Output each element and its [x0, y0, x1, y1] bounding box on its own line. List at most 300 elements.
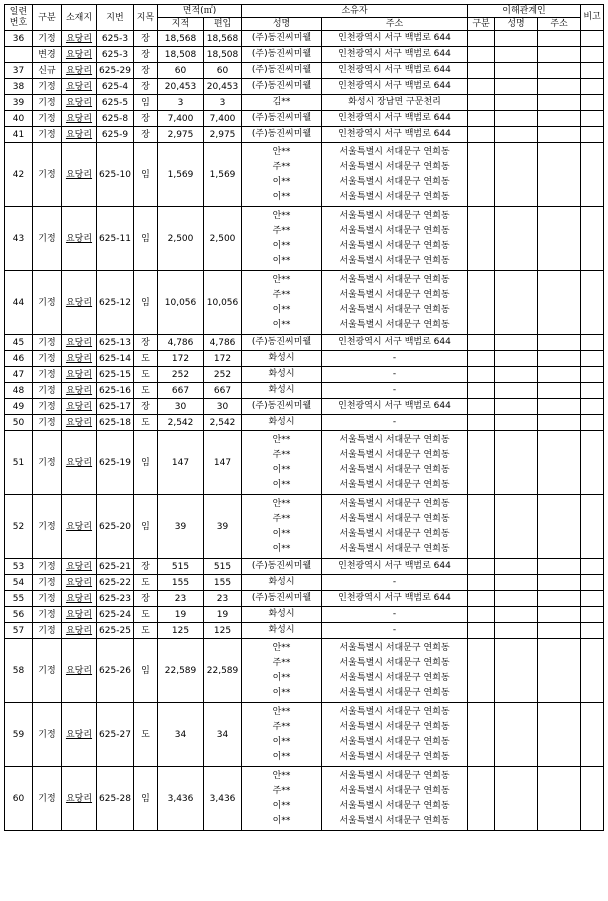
cell-remark: [581, 607, 604, 623]
owner-name: 이**: [272, 464, 291, 475]
cell-int-name: [495, 495, 538, 559]
cell-int-addr: [538, 623, 581, 639]
cell-owner-name: [242, 31, 322, 47]
owner-address: 서울특별시 서대문구 연희동: [339, 464, 450, 475]
cell-int-type: [468, 111, 495, 127]
cell-owner-addr: [322, 399, 468, 415]
cell-serial: 47: [5, 367, 33, 383]
cell-location: 요당리: [62, 271, 97, 335]
cell-int-type: [468, 415, 495, 431]
owner-name: 이**: [272, 240, 291, 251]
cell-lot: 625-8: [97, 111, 134, 127]
cell-lot: 625-13: [97, 335, 134, 351]
cell-owner-addr: [322, 95, 468, 111]
cell-type: 기정: [33, 271, 62, 335]
cell-owner-name: [242, 767, 322, 831]
cell-type: 기정: [33, 559, 62, 575]
owner-address: 서울특별시 서대문구 연희동: [339, 687, 450, 698]
owner-address: 서울특별시 서대문구 연희동: [339, 176, 450, 187]
cell-int-name: [495, 335, 538, 351]
cell-owner-addr: [322, 383, 468, 399]
owner-name: 주**: [272, 449, 291, 460]
cell-owner-addr: [322, 639, 468, 703]
cell-lot: 625-16: [97, 383, 134, 399]
header-category: 지목: [134, 5, 158, 31]
cell-int-type: [468, 495, 495, 559]
cell-lot: 625-18: [97, 415, 134, 431]
cell-remark: [581, 591, 604, 607]
cell-area-incl: 147: [204, 431, 242, 495]
table-row: [5, 431, 604, 495]
cell-location: 요당리: [62, 703, 97, 767]
cell-lot: 625-22: [97, 575, 134, 591]
cell-area-total: 2,542: [158, 415, 204, 431]
owner-address: 서울특별시 서대문구 연희동: [339, 815, 450, 826]
cell-category: 장: [134, 31, 158, 47]
cell-owner-addr: [322, 143, 468, 207]
cell-serial: 48: [5, 383, 33, 399]
cell-int-type: [468, 623, 495, 639]
cell-area-incl: 2,542: [204, 415, 242, 431]
header-lot: 지번: [97, 5, 134, 31]
cell-area-total: 34: [158, 703, 204, 767]
owner-name: 이**: [272, 528, 291, 539]
cell-location: 요당리: [62, 623, 97, 639]
cell-int-name: [495, 767, 538, 831]
cell-type: 기정: [33, 399, 62, 415]
cell-owner-name: [242, 383, 322, 399]
cell-remark: [581, 207, 604, 271]
cell-serial: 40: [5, 111, 33, 127]
cell-type: 신규: [33, 63, 62, 79]
owner-address: 서울특별시 서대문구 연희동: [339, 543, 450, 554]
owner-address: 서울특별시 서대문구 연희동: [339, 225, 450, 236]
cell-int-addr: [538, 591, 581, 607]
owner-name: 김**: [272, 97, 291, 107]
header-owner-name: 성명: [242, 18, 322, 31]
owner-name: 주**: [272, 657, 291, 668]
cell-int-type: [468, 703, 495, 767]
owner-address: 서울특별시 서대문구 연희동: [339, 319, 450, 330]
table-row: [5, 639, 604, 703]
cell-area-incl: 252: [204, 367, 242, 383]
cell-int-name: [495, 95, 538, 111]
cell-owner-name: [242, 351, 322, 367]
cell-serial: 57: [5, 623, 33, 639]
cell-int-addr: [538, 79, 581, 95]
cell-area-total: 18,508: [158, 47, 204, 63]
owner-address: -: [392, 609, 397, 619]
cell-owner-addr: [322, 47, 468, 63]
cell-int-type: [468, 399, 495, 415]
table-row: [5, 575, 604, 591]
owner-name: (주)동진씨미웰: [251, 337, 312, 347]
owner-address: 서울특별시 서대문구 연희동: [339, 289, 450, 300]
cell-location: 요당리: [62, 495, 97, 559]
cell-area-incl: 3: [204, 95, 242, 111]
cell-area-total: 125: [158, 623, 204, 639]
cell-owner-name: [242, 431, 322, 495]
cell-int-name: [495, 591, 538, 607]
cell-int-type: [468, 639, 495, 703]
cell-owner-addr: [322, 351, 468, 367]
cell-category: 임: [134, 639, 158, 703]
cell-category: 도: [134, 415, 158, 431]
cell-category: 임: [134, 95, 158, 111]
cell-remark: [581, 143, 604, 207]
cell-owner-addr: [322, 207, 468, 271]
table-row: [5, 31, 604, 47]
cell-serial: 55: [5, 591, 33, 607]
table-row: [5, 271, 604, 335]
header-interest: 이해관계인: [468, 5, 581, 18]
cell-serial: 59: [5, 703, 33, 767]
cell-owner-name: [242, 703, 322, 767]
owner-name: (주)동진씨미웰: [251, 129, 312, 139]
header-owner: 소유자: [242, 5, 468, 18]
owner-address: 인천광역시 서구 백범로 644: [338, 33, 451, 43]
owner-name: 화성시: [268, 417, 295, 427]
cell-owner-name: [242, 79, 322, 95]
cell-category: 장: [134, 47, 158, 63]
header-owner-addr: 주소: [322, 18, 468, 31]
header-type: 구분: [33, 5, 62, 31]
cell-lot: 625-5: [97, 95, 134, 111]
cell-area-total: 23: [158, 591, 204, 607]
table-row: [5, 127, 604, 143]
cell-int-type: [468, 767, 495, 831]
cell-serial: 54: [5, 575, 33, 591]
cell-int-type: [468, 207, 495, 271]
cell-int-name: [495, 575, 538, 591]
cell-area-total: 20,453: [158, 79, 204, 95]
cell-owner-addr: [322, 31, 468, 47]
cell-owner-addr: [322, 703, 468, 767]
cell-category: 임: [134, 495, 158, 559]
table-row: [5, 207, 604, 271]
cell-location: 요당리: [62, 431, 97, 495]
cell-remark: [581, 415, 604, 431]
owner-name: (주)동진씨미웰: [251, 561, 312, 571]
cell-lot: 625-28: [97, 767, 134, 831]
cell-category: 임: [134, 271, 158, 335]
owner-name: 이**: [272, 543, 291, 554]
owner-address: 인천광역시 서구 백범로 644: [338, 81, 451, 91]
table-body: [5, 31, 604, 831]
cell-area-total: 4,786: [158, 335, 204, 351]
cell-type: 기정: [33, 95, 62, 111]
cell-location: 요당리: [62, 415, 97, 431]
owner-name: (주)동진씨미웰: [251, 81, 312, 91]
owner-name: 화성시: [268, 625, 295, 635]
cell-owner-addr: [322, 63, 468, 79]
cell-remark: [581, 703, 604, 767]
cell-location: 요당리: [62, 63, 97, 79]
owner-address: 서울특별시 서대문구 연희동: [339, 240, 450, 251]
cell-int-addr: [538, 63, 581, 79]
cell-remark: [581, 431, 604, 495]
cell-int-type: [468, 271, 495, 335]
owner-address: 인천광역시 서구 백범로 644: [338, 129, 451, 139]
table-row: [5, 383, 604, 399]
cell-serial: [5, 47, 33, 63]
header-location: 소재지: [62, 5, 97, 31]
cell-serial: 36: [5, 31, 33, 47]
cell-int-addr: [538, 703, 581, 767]
cell-serial: 50: [5, 415, 33, 431]
cell-remark: [581, 399, 604, 415]
owner-name: 화성시: [268, 369, 295, 379]
owner-name: 주**: [272, 785, 291, 796]
owner-address: 인천광역시 서구 백범로 644: [338, 561, 451, 571]
cell-category: 장: [134, 559, 158, 575]
cell-int-name: [495, 399, 538, 415]
cell-area-total: 2,500: [158, 207, 204, 271]
cell-area-incl: 19: [204, 607, 242, 623]
cell-remark: [581, 351, 604, 367]
cell-category: 장: [134, 591, 158, 607]
cell-type: 기정: [33, 431, 62, 495]
cell-owner-addr: [322, 415, 468, 431]
cell-serial: 51: [5, 431, 33, 495]
owner-name: 안**: [272, 642, 291, 653]
cell-owner-name: [242, 495, 322, 559]
table-row: [5, 399, 604, 415]
cell-int-addr: [538, 415, 581, 431]
cell-serial: 41: [5, 127, 33, 143]
cell-int-addr: [538, 559, 581, 575]
owner-address: 서울특별시 서대문구 연희동: [339, 736, 450, 747]
cell-area-total: 19: [158, 607, 204, 623]
cell-area-total: 1,569: [158, 143, 204, 207]
cell-owner-name: [242, 367, 322, 383]
cell-int-type: [468, 79, 495, 95]
cell-owner-addr: [322, 575, 468, 591]
owner-name: 안**: [272, 498, 291, 509]
table-row: [5, 591, 604, 607]
cell-int-addr: [538, 47, 581, 63]
cell-lot: 625-9: [97, 127, 134, 143]
cell-lot: 625-12: [97, 271, 134, 335]
cell-serial: 49: [5, 399, 33, 415]
cell-type: 기정: [33, 335, 62, 351]
owner-address: 서울특별시 서대문구 연희동: [339, 479, 450, 490]
cell-owner-addr: [322, 335, 468, 351]
owner-address: 서울특별시 서대문구 연희동: [339, 255, 450, 266]
owner-name: 주**: [272, 225, 291, 236]
cell-lot: 625-3: [97, 47, 134, 63]
table-row: [5, 559, 604, 575]
cell-lot: 625-25: [97, 623, 134, 639]
owner-address: -: [392, 369, 397, 379]
cell-int-addr: [538, 127, 581, 143]
cell-category: 도: [134, 607, 158, 623]
owner-address: 서울특별시 서대문구 연희동: [339, 210, 450, 221]
cell-owner-addr: [322, 591, 468, 607]
owner-name: (주)동진씨미웰: [251, 113, 312, 123]
header-remark: 비고: [581, 5, 604, 31]
owner-name: 안**: [272, 274, 291, 285]
table-header: [5, 5, 604, 31]
cell-int-name: [495, 559, 538, 575]
cell-type: 변경: [33, 47, 62, 63]
cell-int-type: [468, 95, 495, 111]
cell-int-type: [468, 559, 495, 575]
cell-owner-name: [242, 95, 322, 111]
owner-address: 서울특별시 서대문구 연희동: [339, 304, 450, 315]
cell-int-type: [468, 591, 495, 607]
cell-area-incl: 23: [204, 591, 242, 607]
cell-int-addr: [538, 335, 581, 351]
cell-int-addr: [538, 111, 581, 127]
cell-int-addr: [538, 143, 581, 207]
cell-area-incl: 34: [204, 703, 242, 767]
owner-address: 인천광역시 서구 백범로 644: [338, 593, 451, 603]
cell-owner-name: [242, 399, 322, 415]
cell-int-type: [468, 143, 495, 207]
cell-area-incl: 39: [204, 495, 242, 559]
cell-serial: 53: [5, 559, 33, 575]
cell-type: 기정: [33, 415, 62, 431]
owner-address: 인천광역시 서구 백범로 644: [338, 113, 451, 123]
cell-serial: 42: [5, 143, 33, 207]
cell-location: 요당리: [62, 47, 97, 63]
cell-int-type: [468, 351, 495, 367]
owner-name: 안**: [272, 146, 291, 157]
cell-int-addr: [538, 207, 581, 271]
cell-owner-addr: [322, 431, 468, 495]
owner-name: 안**: [272, 770, 291, 781]
cell-remark: [581, 79, 604, 95]
cell-type: 기정: [33, 111, 62, 127]
owner-address: 서울특별시 서대문구 연희동: [339, 800, 450, 811]
cell-int-addr: [538, 383, 581, 399]
owner-name: (주)동진씨미웰: [251, 593, 312, 603]
cell-type: 기정: [33, 575, 62, 591]
cell-remark: [581, 367, 604, 383]
cell-int-type: [468, 367, 495, 383]
cell-type: 기정: [33, 351, 62, 367]
cell-area-incl: 4,786: [204, 335, 242, 351]
cell-location: 요당리: [62, 351, 97, 367]
cell-type: 기정: [33, 623, 62, 639]
owner-address: 서울특별시 서대문구 연희동: [339, 721, 450, 732]
cell-category: 임: [134, 767, 158, 831]
cell-int-name: [495, 383, 538, 399]
cell-area-total: 172: [158, 351, 204, 367]
cell-owner-name: [242, 271, 322, 335]
table-row: [5, 47, 604, 63]
cell-serial: 44: [5, 271, 33, 335]
cell-area-total: 3: [158, 95, 204, 111]
cell-int-type: [468, 575, 495, 591]
cell-area-total: 3,436: [158, 767, 204, 831]
owner-address: 서울특별시 서대문구 연희동: [339, 770, 450, 781]
owner-address: 서울특별시 서대문구 연희동: [339, 657, 450, 668]
cell-type: 기정: [33, 383, 62, 399]
cell-area-total: 10,056: [158, 271, 204, 335]
header-int-name: 성명: [495, 18, 538, 31]
cell-int-addr: [538, 607, 581, 623]
owner-address: 서울특별시 서대문구 연희동: [339, 498, 450, 509]
cell-area-incl: 7,400: [204, 111, 242, 127]
cell-type: 기정: [33, 31, 62, 47]
cell-location: 요당리: [62, 207, 97, 271]
cell-int-name: [495, 367, 538, 383]
cell-remark: [581, 335, 604, 351]
cell-owner-name: [242, 415, 322, 431]
cell-remark: [581, 47, 604, 63]
owner-address: -: [392, 353, 397, 363]
cell-remark: [581, 495, 604, 559]
cell-area-incl: 667: [204, 383, 242, 399]
cell-int-type: [468, 127, 495, 143]
owner-address: 서울특별시 서대문구 연희동: [339, 434, 450, 445]
cell-lot: 625-23: [97, 591, 134, 607]
table-row: [5, 767, 604, 831]
cell-location: 요당리: [62, 399, 97, 415]
cell-lot: 625-11: [97, 207, 134, 271]
owner-name: 이**: [272, 672, 291, 683]
cell-serial: 38: [5, 79, 33, 95]
cell-serial: 39: [5, 95, 33, 111]
owner-name: 주**: [272, 289, 291, 300]
cell-int-type: [468, 63, 495, 79]
table-row: [5, 335, 604, 351]
cell-type: 기정: [33, 607, 62, 623]
cell-category: 도: [134, 383, 158, 399]
cell-serial: 58: [5, 639, 33, 703]
owner-name: 화성시: [268, 577, 295, 587]
cell-int-addr: [538, 399, 581, 415]
owner-name: (주)동진씨미웰: [251, 49, 312, 59]
cell-lot: 625-21: [97, 559, 134, 575]
owner-address: 인천광역시 서구 백범로 644: [338, 49, 451, 59]
cell-lot: 625-3: [97, 31, 134, 47]
owner-name: 이**: [272, 176, 291, 187]
cell-int-type: [468, 607, 495, 623]
cell-category: 임: [134, 143, 158, 207]
table-row: [5, 703, 604, 767]
cell-category: 장: [134, 79, 158, 95]
cell-area-total: 667: [158, 383, 204, 399]
cell-owner-name: [242, 63, 322, 79]
owner-address: 서울특별시 서대문구 연희동: [339, 161, 450, 172]
owner-address: 서울특별시 서대문구 연희동: [339, 642, 450, 653]
cell-int-addr: [538, 31, 581, 47]
cell-area-total: 155: [158, 575, 204, 591]
cell-type: 기정: [33, 143, 62, 207]
cell-category: 장: [134, 63, 158, 79]
cell-serial: 52: [5, 495, 33, 559]
cell-area-total: 7,400: [158, 111, 204, 127]
cell-int-type: [468, 431, 495, 495]
cell-remark: [581, 639, 604, 703]
owner-address: -: [392, 577, 397, 587]
owner-address: 서울특별시 서대문구 연희동: [339, 528, 450, 539]
cell-int-name: [495, 431, 538, 495]
cell-area-incl: 20,453: [204, 79, 242, 95]
cell-category: 도: [134, 703, 158, 767]
cell-int-name: [495, 111, 538, 127]
cell-serial: 45: [5, 335, 33, 351]
cell-serial: 56: [5, 607, 33, 623]
cell-location: 요당리: [62, 575, 97, 591]
cell-int-type: [468, 31, 495, 47]
owner-name: 이**: [272, 736, 291, 747]
owner-address: 서울특별시 서대문구 연희동: [339, 672, 450, 683]
cell-category: 도: [134, 351, 158, 367]
